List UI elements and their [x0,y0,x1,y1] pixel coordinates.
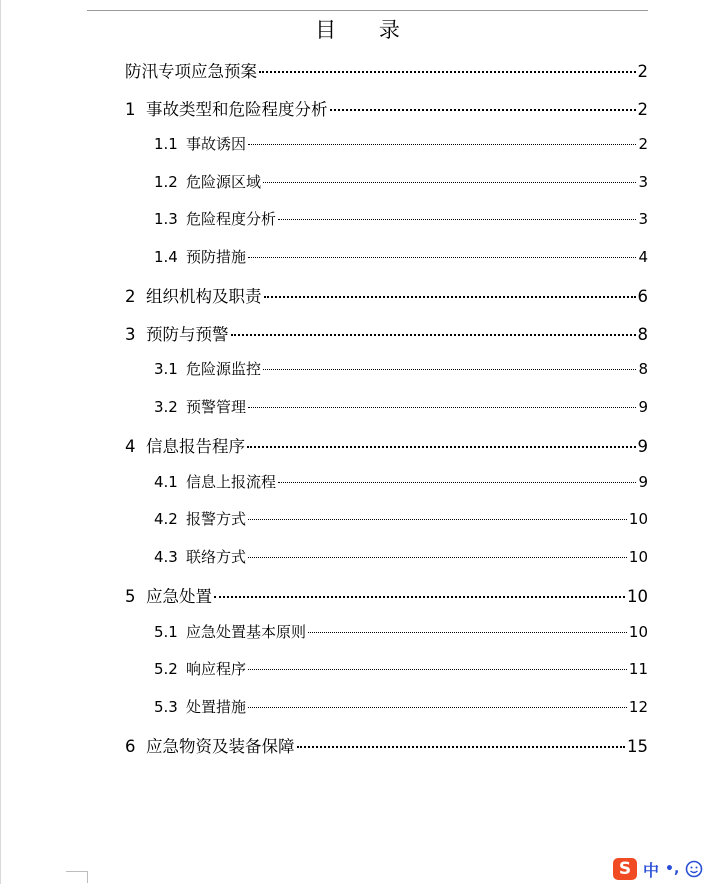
toc-entry-page-number: 12 [628,697,648,716]
toc-entry[interactable] [125,58,648,82]
toc-entry[interactable] [154,171,648,192]
toc-entry[interactable] [154,658,648,679]
toc-entry-label: 预防措施 [186,247,247,266]
toc-entry-page-number: 11 [628,660,648,678]
toc-dot-leader [330,109,636,111]
emoji-icon[interactable] [685,860,703,878]
toc-dot-leader [248,407,636,408]
toc-entry-label: 应急处置 [146,587,212,606]
toc-entry-number: 3.1 [154,360,178,378]
toc-entry-label: 应急物资及装备保障 [146,737,295,756]
toc-entry-label: 危险程度分析 [186,210,277,228]
toc-entry-page-number: 3 [638,172,648,191]
toc-entry-number: 5 [125,587,136,606]
toc-entry-number: 1.3 [154,210,178,228]
header-rule [87,10,648,11]
toc-dot-leader [264,296,636,298]
toc-entry-page-number: 8 [637,324,648,344]
toc-dot-leader [231,334,636,336]
toc-entry[interactable] [125,283,648,307]
page-corner-mark-vertical [87,871,88,883]
toc-entry-page-number: 10 [628,510,648,528]
toc-entry-number: 1 [125,99,136,119]
toc-entry[interactable] [154,246,648,267]
toc-entry-label: 处置措施 [186,697,247,716]
toc-entry[interactable] [154,358,648,379]
ime-punctuation-toggle[interactable]: •, [665,861,680,877]
toc-dot-leader [214,596,625,598]
toc-entry-page-number: 6 [637,287,648,306]
toc-entry[interactable] [125,583,648,607]
toc-entry[interactable] [125,733,648,757]
toc-entry-page-number: 15 [627,737,648,756]
toc-entry-number: 4 [125,437,136,456]
toc-entry-label: 事故类型和危险程度分析 [146,99,328,119]
toc-entry-number: 5.3 [154,697,178,716]
toc-entry-number: 3 [125,324,136,344]
toc-entry-number: 4.2 [154,510,178,528]
toc-entry-number: 2 [125,287,136,306]
toc-entry-page-number: 3 [638,210,648,228]
toc-title: 目 录 [315,18,418,42]
toc-entry-page-number: 2 [638,135,648,153]
toc-entry[interactable] [125,321,648,345]
toc-entry[interactable] [125,96,648,120]
toc-entry-number: 6 [125,737,136,756]
toc-entry-label: 防汛专项应急预案 [125,62,257,81]
toc-entry-label: 危险源区域 [186,172,262,191]
toc-entry-label: 事故诱因 [186,135,247,153]
toc-dot-leader [278,219,636,220]
ime-language-toggle[interactable]: 中 [643,860,660,880]
toc-entry-page-number: 9 [638,397,648,416]
toc-dot-leader [248,144,636,145]
toc-entry-number: 4.1 [154,472,178,491]
toc-dot-leader [259,71,636,73]
toc-entry-label: 联络方式 [186,547,247,566]
toc-dot-leader [297,746,626,748]
toc-dot-leader [263,369,636,370]
sogou-ime-logo-icon[interactable]: S [613,858,637,880]
toc-entry[interactable] [125,433,648,457]
toc-entry-label: 报警方式 [186,510,247,528]
toc-entry-page-number: 2 [637,99,648,119]
toc-dot-leader [278,482,636,483]
toc-entry-page-number: 9 [637,437,648,456]
page-corner-mark [66,871,88,884]
toc-dot-leader [263,182,636,183]
toc-entry-label: 应急处置基本原则 [186,622,307,641]
toc-entry-label: 预警管理 [186,397,247,416]
toc-entry-number: 3.2 [154,397,178,416]
toc-entry-page-number: 10 [628,622,648,641]
toc-entry[interactable] [154,508,648,529]
toc-entry-page-number: 8 [638,360,648,378]
toc-entry-page-number: 4 [638,247,648,266]
ime-toolbar[interactable] [605,854,713,884]
toc-entry-number: 1.1 [154,135,178,153]
toc-entry[interactable] [154,396,648,417]
toc-dot-leader [247,446,636,448]
toc-entry[interactable] [154,546,648,567]
toc-entry[interactable] [154,208,648,229]
toc-entry-label: 危险源监控 [186,360,262,378]
toc-dot-leader [308,632,627,633]
toc-dot-leader [248,257,636,258]
toc-entry[interactable] [154,621,648,642]
toc-dot-leader [248,557,627,558]
toc-entry-page-number: 10 [628,547,648,566]
toc-entry-label: 响应程序 [186,660,247,678]
toc-entry-number: 5.1 [154,622,178,641]
toc-entry-page-number: 9 [638,472,648,491]
toc-dot-leader [248,669,627,670]
toc-entry-label: 信息报告程序 [146,437,245,456]
toc-entry-label: 预防与预警 [146,324,229,344]
toc-entry-number: 4.3 [154,547,178,566]
toc-entry-page-number: 2 [637,62,648,81]
toc-dot-leader [248,519,627,520]
toc-entry-label: 组织机构及职责 [146,287,262,306]
toc-entry[interactable] [154,471,648,492]
toc-entry[interactable] [154,696,648,717]
toc-entry-number: 5.2 [154,660,178,678]
toc-entry-page-number: 10 [627,587,648,606]
toc-entry-label: 信息上报流程 [186,472,277,491]
toc-entry-number: 1.4 [154,247,178,266]
toc-entry-number: 1.2 [154,172,178,191]
toc-entry[interactable] [154,133,648,154]
toc-dot-leader [248,707,627,708]
